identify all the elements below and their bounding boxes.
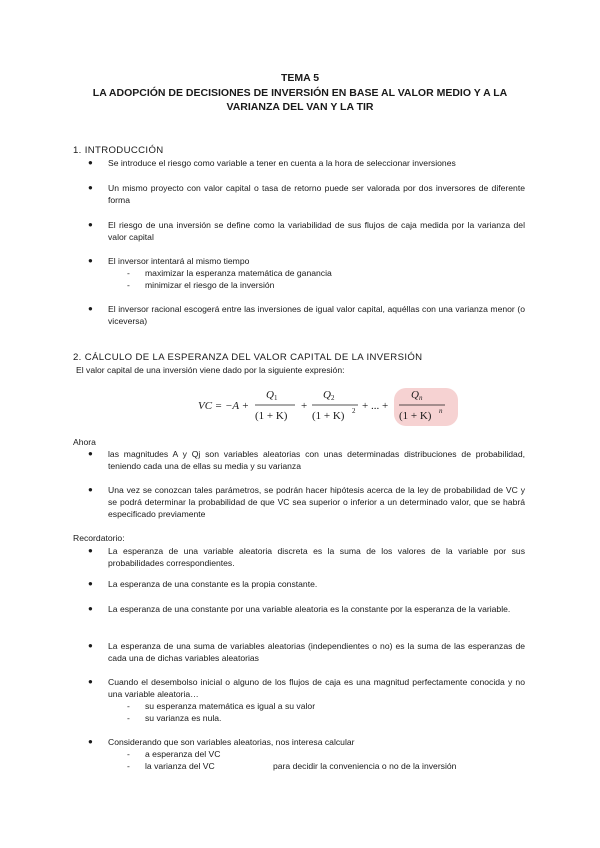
recordatorio-sub-1: su esperanza matemática es igual a su valor (145, 701, 316, 711)
formula-qn-sub: n (419, 394, 423, 402)
bullet-icon: ● (88, 449, 93, 458)
formula-qn: Q (411, 389, 419, 401)
dash-icon: - (127, 701, 130, 711)
valor-capital-formula (198, 386, 458, 428)
recordatorio-sub-4: la varianza del VC (145, 761, 215, 771)
bullet-icon: ● (88, 256, 93, 265)
formula-exp-2: 2 (352, 407, 356, 415)
ahora-label: Ahora (73, 437, 96, 447)
ahora-bullet-2: Una vez se conozcan tales parámetros, se podrán hacer hipótesis acerca de la ley de probabilidad de VC y se podrá determinar la probabilidad de que VC sea superior o inferior a un determinado valor, que se habrá especificado previamente (108, 485, 525, 519)
dash-icon: - (127, 761, 130, 771)
intro-bullet-4: El inversor intentará al mismo tiempo (108, 256, 250, 266)
recordatorio-label: Recordatorio: (73, 533, 125, 543)
title-line-2: VARIANZA DEL VAN Y LA TIR (226, 101, 374, 113)
recordatorio-sub-2: su varianza es nula. (145, 713, 222, 723)
bullet-icon: ● (88, 304, 93, 313)
formula-q1: Q (266, 389, 274, 401)
formula-q1-sub: 1 (274, 394, 278, 402)
formula-intro: El valor capital de una inversión viene dado por la siguiente expresión: (76, 365, 345, 375)
bullet-icon: ● (88, 677, 93, 686)
dash-icon: - (127, 280, 130, 290)
intro-bullet-5: El inversor racional escogerá entre las inversiones de igual valor capital, aquéllas con una varianza menor (o viceversa) (108, 304, 525, 326)
formula-exp-n: n (439, 407, 443, 415)
bullet-icon: ● (88, 546, 93, 555)
formula-den-n: (1 + K) (399, 410, 432, 422)
formula-dots: + ... + (362, 400, 389, 412)
recordatorio-bullet-5: Cuando el desembolso inicial o alguno de los flujos de caja es una magnitud perfectamente conocida y no una variable aleatoria… (108, 677, 525, 699)
recordatorio-bullet-2: La esperanza de una constante es la propia constante. (108, 579, 318, 589)
bullet-icon: ● (88, 604, 93, 613)
dash-icon: - (127, 268, 130, 278)
intro-sub-item-1: maximizar la esperanza matemática de ganancia (145, 268, 332, 278)
recordatorio-sub-tail: para decidir la conveniencia o no de la inversión (273, 761, 457, 771)
recordatorio-bullet-1: La esperanza de una variable aleatoria discreta es la suma de los valores de la variable por sus probabilidades correspondientes. (108, 546, 525, 568)
formula-plus: + (301, 400, 308, 412)
dash-icon: - (127, 713, 130, 723)
dash-icon: - (127, 749, 130, 759)
section-2-heading: 2. CÁLCULO DE LA ESPERANZA DEL VALOR CAPITAL DE LA INVERSIÓN (73, 352, 423, 363)
intro-bullet-1: Se introduce el riesgo como variable a tener en cuenta a la hora de seleccionar inversiones (108, 158, 456, 168)
formula-lhs: VC = −A + (198, 400, 250, 412)
bullet-icon: ● (88, 485, 93, 494)
intro-bullet-3: El riesgo de una inversión se define como la variabilidad de sus flujos de caja medida por la varianza del valor capital (108, 220, 525, 242)
bullet-icon: ● (88, 220, 93, 229)
bullet-icon: ● (88, 183, 93, 192)
recordatorio-bullet-4: La esperanza de una suma de variables aleatorias (independientes o no) es la suma de las esperanzas de cada una de dichas variables aleatorias (108, 641, 525, 663)
bullet-icon: ● (88, 737, 93, 746)
recordatorio-bullet-6: Considerando que son variables aleatorias, nos interesa calcular (108, 737, 355, 747)
recordatorio-bullet-3: La esperanza de una constante por una variable aleatoria es la constante por la esperanza de la variable. (108, 604, 511, 614)
formula-den-1: (1 + K) (255, 410, 288, 422)
ahora-bullet-1: las magnitudes A y Qj son variables aleatorias con unas determinadas distribuciones de probabilidad, teniendo cada una de ellas su media y su varianza (108, 449, 525, 471)
tema-number: TEMA 5 (280, 72, 320, 84)
bullet-icon: ● (88, 579, 93, 588)
intro-sub-item-2: minimizar el riesgo de la inversión (145, 280, 275, 290)
bullet-icon: ● (88, 158, 93, 167)
title-line-1: LA ADOPCIÓN DE DECISIONES DE INVERSIÓN EN BASE AL VALOR MEDIO Y A LA (92, 87, 508, 99)
intro-bullet-2: Un mismo proyecto con valor capital o tasa de retorno puede ser valorada por dos inversores de diferente forma (108, 183, 525, 205)
formula-q2-sub: 2 (331, 394, 335, 402)
formula-q2: Q (323, 389, 331, 401)
recordatorio-sub-3: a esperanza del VC (145, 749, 221, 759)
formula-den-2: (1 + K) (312, 410, 345, 422)
section-1-heading: 1. INTRODUCCIÓN (73, 145, 164, 156)
bullet-icon: ● (88, 641, 93, 650)
